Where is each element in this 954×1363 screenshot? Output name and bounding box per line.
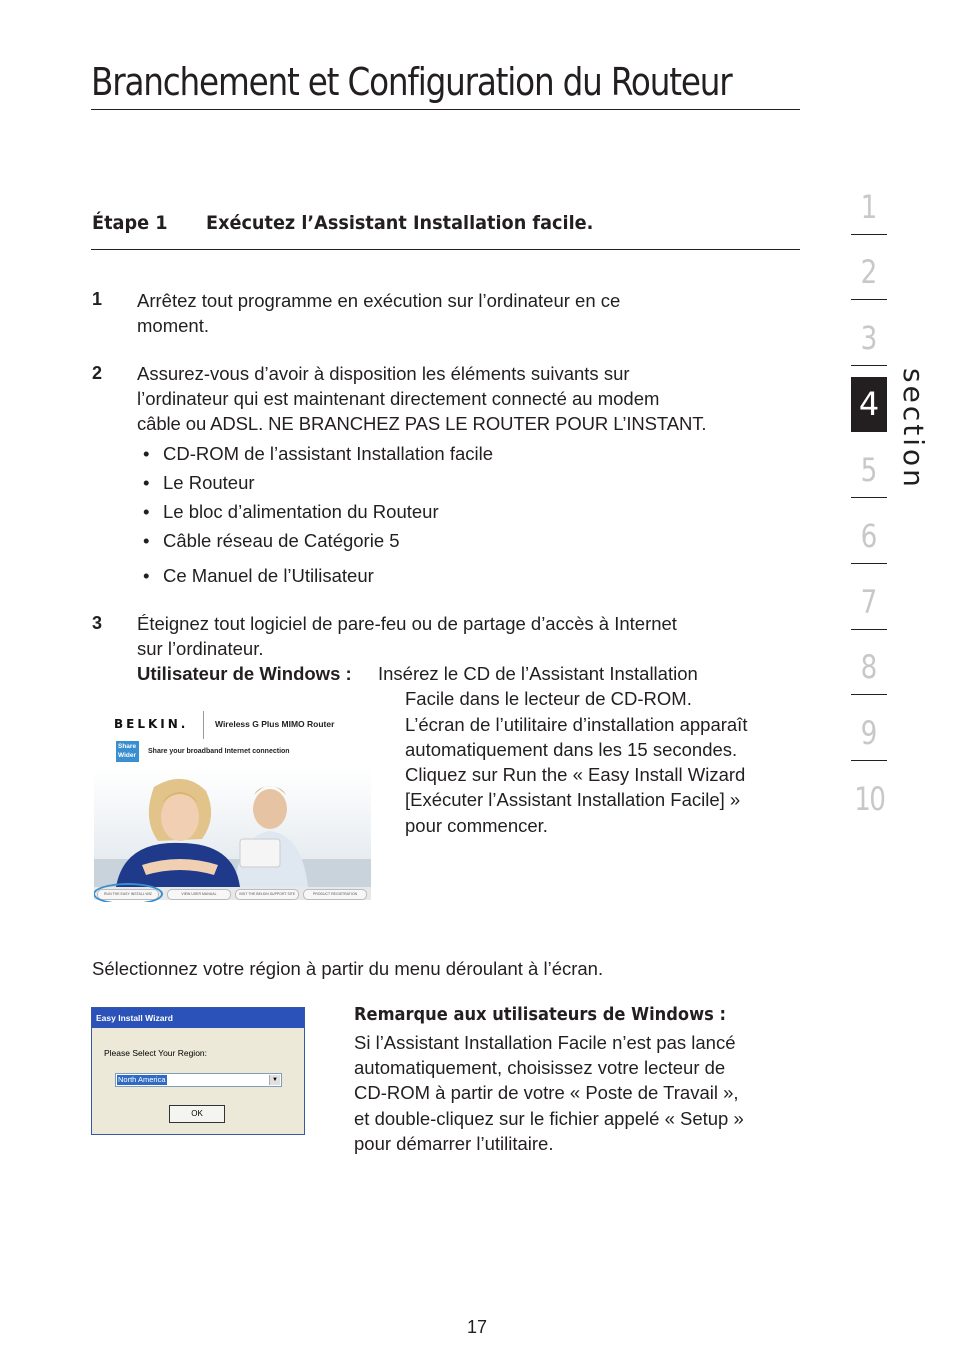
windows-text-line: Insérez le CD de l’Assistant Installation [378,663,698,684]
section-nav-7[interactable]: 7 [860,583,878,621]
note-text-line: pour démarrer l’utilitaire. [354,1133,554,1154]
list-item: • Câble réseau de Catégorie 5 [143,528,400,553]
item-text-line: Assurez-vous d’avoir à disposition les éléments suivants sur [137,363,630,384]
item-text-line: sur l’ordinateur. [137,638,264,659]
section-nav-rule [851,629,887,630]
region-label: Please Select Your Region: [104,1048,208,1058]
item-number: 2 [92,363,103,383]
highlight-circle [94,883,163,902]
section-nav-6[interactable]: 6 [860,517,878,555]
list-item: • CD-ROM de l’assistant Installation facile [143,441,493,466]
item-text-line: moment. [137,315,209,336]
section-nav-3[interactable]: 3 [860,319,878,357]
item-number: 1 [92,289,103,309]
section-nav-rule [851,563,887,564]
region-instruction: Sélectionnez votre région à partir du menu déroulant à l’écran. [92,958,604,979]
windows-text-line: Cliquez sur Run the « Easy Install Wizard [405,764,746,785]
registration-button[interactable]: PRODUCT REGISTRATION [303,889,367,900]
item-number: 3 [92,613,103,633]
step-rule [91,249,800,250]
windows-user-label: Utilisateur de Windows : [137,663,352,684]
windows-text-line: Facile dans le lecteur de CD-ROM. [405,688,692,709]
section-nav-5[interactable]: 5 [860,451,878,489]
section-label: section [897,368,930,490]
section-nav-1[interactable]: 1 [860,188,878,226]
section-nav-9[interactable]: 9 [860,714,878,752]
ok-button[interactable]: OK [169,1105,225,1123]
section-nav-rule [851,694,887,695]
share-wider-badge: Share Wider [116,741,139,762]
windows-text-line: pour commencer. [405,815,548,836]
region-select[interactable] [115,1073,282,1087]
section-nav-rule [851,365,887,366]
item-text-line: Éteignez tout logiciel de pare-feu ou de partage d’accès à Internet [137,613,677,634]
page-title: Branchement et Configuration du Routeur [91,60,732,104]
belkin-installer-screenshot [94,703,371,902]
logo-divider [203,711,204,739]
easy-install-dialog [91,1007,305,1135]
step-heading: Exécutez l’Assistant Installation facile. [206,212,594,234]
chevron-down-icon[interactable]: ▼ [269,1075,280,1085]
windows-text-line: automatiquement dans les 15 secondes. [405,739,738,760]
section-nav-4-active[interactable]: 4 [851,377,887,432]
people-photo [94,769,371,887]
section-nav-rule [851,299,887,300]
section-nav-rule [851,497,887,498]
section-nav-rule [851,234,887,235]
list-item: • Ce Manuel de l’Utilisateur [143,563,374,588]
note-heading: Remarque aux utilisateurs de Windows : [354,1005,726,1025]
item-text-line: Arrêtez tout programme en exécution sur l’ordinateur en ce [137,290,621,311]
region-selected-value: North America [118,1075,166,1084]
step-label: Étape 1 [92,212,168,234]
section-nav-2[interactable]: 2 [860,253,878,291]
note-text-line: et double-cliquez sur le fichier appelé « Setup » [354,1108,744,1129]
note-text-line: automatiquement, choisissez votre lecteur de [354,1057,726,1078]
windows-text-line: [Exécuter l’Assistant Installation Facile] » [405,789,741,810]
section-nav-rule [851,760,887,761]
product-name: Wireless G Plus MIMO Router [215,719,335,729]
run-wizard-button[interactable]: RUN THE EASY INSTALL WIZ [97,889,159,900]
dialog-titlebar: Easy Install Wizard [92,1008,304,1028]
windows-text-line: L’écran de l’utilitaire d’installation apparaît [405,714,748,735]
support-site-button[interactable]: VISIT THE BELKIN SUPPORT SITE [235,889,299,900]
belkin-tagline: Share your broadband Internet connection [148,748,290,755]
view-manual-button[interactable]: VIEW USER MANUAL [167,889,231,900]
item-text-line: câble ou ADSL. NE BRANCHEZ PAS LE ROUTER POUR L’INSTANT. [137,413,707,434]
list-item: • Le bloc d’alimentation du Routeur [143,499,439,524]
list-item: • Le Routeur [143,470,255,495]
item-text-line: l’ordinateur qui est maintenant directement connecté au modem [137,388,660,409]
belkin-logo: BELKIN. [114,717,189,731]
note-text-line: CD-ROM à partir de votre « Poste de Travail », [354,1082,739,1103]
title-rule [91,109,800,110]
section-nav-8[interactable]: 8 [860,648,878,686]
note-text-line: Si l’Assistant Installation Facile n’est pas lancé [354,1032,736,1053]
page-number: 17 [466,1317,488,1337]
section-nav-10[interactable]: 10 [854,780,885,818]
